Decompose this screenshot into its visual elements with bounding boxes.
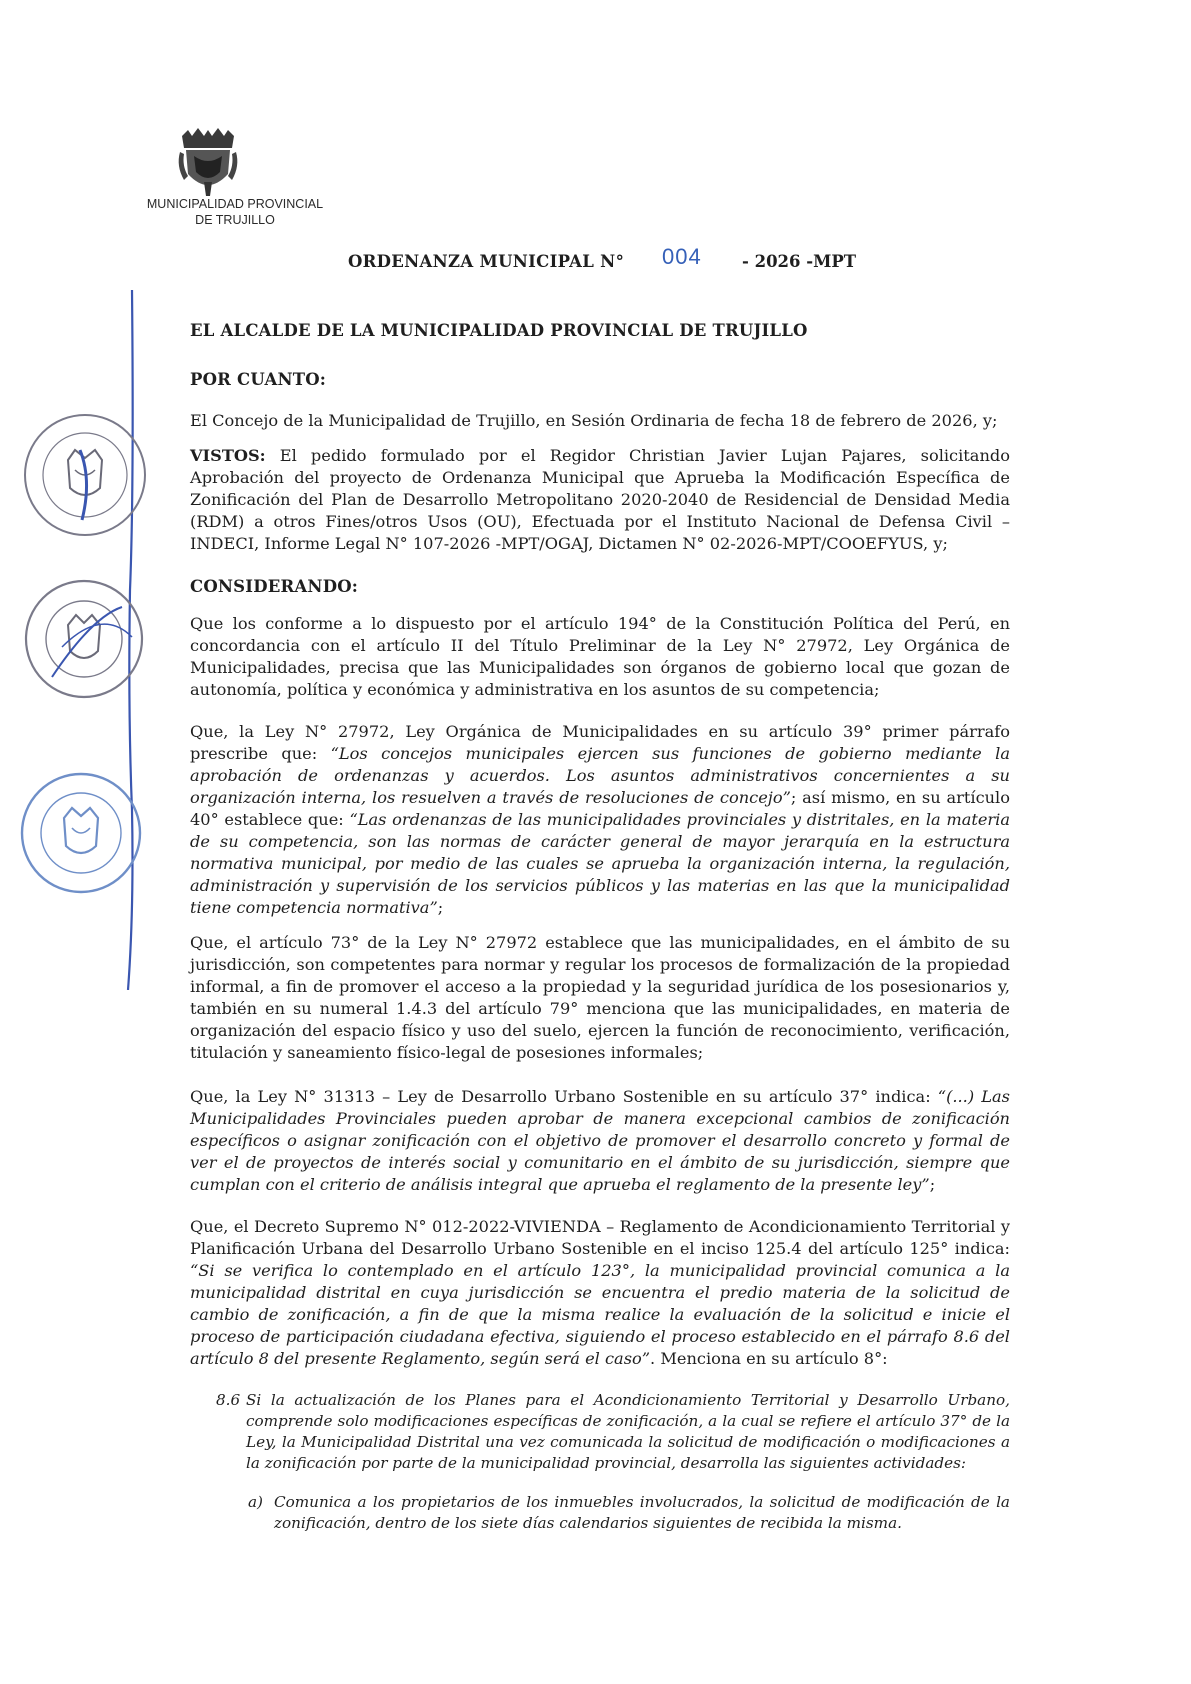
ordinance-label: ORDENANZA MUNICIPAL N°: [348, 252, 625, 271]
c4-text-a: Que, la Ley N° 31313 – Ley de Desarrollo Urbano Sostenible en su artículo 37° indica:: [190, 1087, 938, 1106]
c2-text-c: ;: [437, 898, 444, 917]
c2-quote-1: “Los concejos municipales ejercen sus funciones de gobierno mediante la aprobación de ordenanzas y acuerdos. Los asuntos administrativos concernientes a su organización interna, los resuelven a través de resoluciones de concejo”: [190, 744, 1010, 807]
coat-of-arms-logo: [174, 126, 242, 198]
considerando-paragraph-4: [190, 1086, 1010, 1196]
por-cuanto-heading: POR CUANTO:: [190, 370, 327, 389]
c2-text-b: ; así mismo, en su artículo 40° establece que:: [190, 788, 1010, 829]
vistos-paragraph: [190, 445, 1010, 555]
mayor-heading: EL ALCALDE DE LA MUNICIPALIDAD PROVINCIAL DE TRUJILLO: [190, 321, 808, 340]
c4-quote: “(...) Las Municipalidades Provinciales pueden aprobar de manera excepcional cambios de zonificación específicos o asignar zonificación con el objetivo de promover el desarrollo concreto y formal de ver el de proyectos de interés social y comunitario en el ámbito de su jurisdicción, siempre que cumplan con el criterio de análisis integral que aprueba el reglamento de la presente ley”: [190, 1087, 1010, 1194]
institution-name: [140, 196, 330, 228]
considerando-paragraph-3: Que, el artículo 73° de la Ley N° 27972 establece que las municipalidades, en el ámbito de su jurisdicción, son competentes para normar y regular los procesos de formalización de la propiedad informal, a fin de promover el acceso a la propiedad y la seguridad jurídica de los posesionarios y, también en su numeral 1.4.3 del artículo 79° menciona que las municipalidades, en materia de organización del espacio físico y uso del suelo, ejercen la función de reconocimiento, verificación, titulación y saneamiento físico-legal de posesiones informales;: [190, 933, 1010, 1062]
subsection-8-6-label: 8.6: [216, 1391, 241, 1409]
general-secretary-seal: [18, 770, 144, 896]
subsection-8-6: [216, 1390, 1010, 1474]
ordinance-number-handwritten: 004: [662, 244, 702, 269]
considerando-paragraph-5: [190, 1216, 1010, 1370]
c5-text-b: . Menciona en su artículo 8°:: [650, 1349, 888, 1368]
c4-text-b: ;: [929, 1175, 936, 1194]
institution-line-1: MUNICIPALIDAD PROVINCIAL: [146, 197, 324, 211]
c5-quote: “Si se verifica lo contemplado en el artículo 123°, la municipalidad provincial comunica a la municipalidad distrital en cuya jurisdicción se encuentra el predio materia de la solicitud de cambio de zonificación, a fin de que la misma realice la evaluación de la solicitud e inicie el proceso de participación ciudadana efectiva, siguiendo el proceso establecido en el párrafo 8.6 del artículo 8 del presente Reglamento, según será el caso”: [190, 1261, 1010, 1368]
alcaldia-seal: [20, 410, 150, 540]
vistos-label: VISTOS:: [190, 446, 266, 465]
vistos-text: El pedido formulado por el Regidor Christian Javier Lujan Pajares, solicitando Aprobación del proyecto de Ordenanza Municipal que Aprueba la Modificación Específica de Zonificación del Plan de Desarrollo Metropolitano 2020-2040 de Residencial de Densidad Media (RDM) a otros Fines/otros Usos (OU), Efectuada por el Instituto Nacional de Defensa Civil – INDECI, Informe Legal N° 107-2026 -MPT/OGAJ, Dictamen N° 02-2026-MPT/COOEFYUS, y;: [190, 446, 1010, 553]
institution-line-2: DE TRUJILLO: [195, 213, 275, 227]
subsection-a-text: Comunica a los propietarios de los inmuebles involucrados, la solicitud de modificación de la zonificación, dentro de los siete días calendarios siguientes de recibida la misma.: [274, 1493, 1010, 1532]
considerando-paragraph-2: [190, 721, 1010, 919]
subsection-a: [248, 1492, 1010, 1534]
considerando-paragraph-1: Que los conforme a lo dispuesto por el artículo 194° de la Constitución Política del Perú, en concordancia con el artículo II del Título Preliminar de la Ley N° 27972, Ley Orgánica de Municipalidades, precisa que las Municipalidades son órganos de gobierno local que gozan de autonomía, política y económica y administrativa en los asuntos de su competencia;: [190, 614, 1010, 699]
subsection-a-label: a): [248, 1493, 263, 1511]
c2-quote-2: “Las ordenanzas de las municipalidades provinciales y distritales, en la materia de su competencia, son las normas de carácter general de mayor jerarquía en la estructura normativa municipal, por medio de las cuales se aprueba la organización interna, la regulación, administración y supervisión de los servicios públicos y las materias en las que la municipalidad tiene competencia normativa”: [190, 810, 1010, 917]
legal-office-seal: [22, 577, 146, 701]
subsection-8-6-text: Si la actualización de los Planes para el Acondicionamiento Territorial y Desarrollo Urbano, comprende solo modificaciones específicas de zonificación, a la cual se refiere el artículo 37° de la Ley, la Municipalidad Distrital una vez comunicada la solicitud de modificación o modificaciones a la zonificación por parte de la municipalidad provincial, desarrolla las siguientes actividades:: [246, 1391, 1010, 1472]
ordinance-suffix: - 2026 -MPT: [742, 252, 857, 271]
concejo-paragraph: El Concejo de la Municipalidad de Trujillo, en Sesión Ordinaria de fecha 18 de febrero de 2026, y;: [190, 411, 998, 430]
considerando-heading: CONSIDERANDO:: [190, 577, 359, 596]
c2-text-a: Que, la Ley N° 27972, Ley Orgánica de Municipalidades en su artículo 39° primer párrafo prescribe que:: [190, 722, 1010, 763]
c5-text-a: Que, el Decreto Supremo N° 012-2022-VIVIENDA – Reglamento de Acondicionamiento Territorial y Planificación Urbana del Desarrollo Urbano Sostenible en el inciso 125.4 del artículo 125° indica:: [190, 1217, 1010, 1258]
